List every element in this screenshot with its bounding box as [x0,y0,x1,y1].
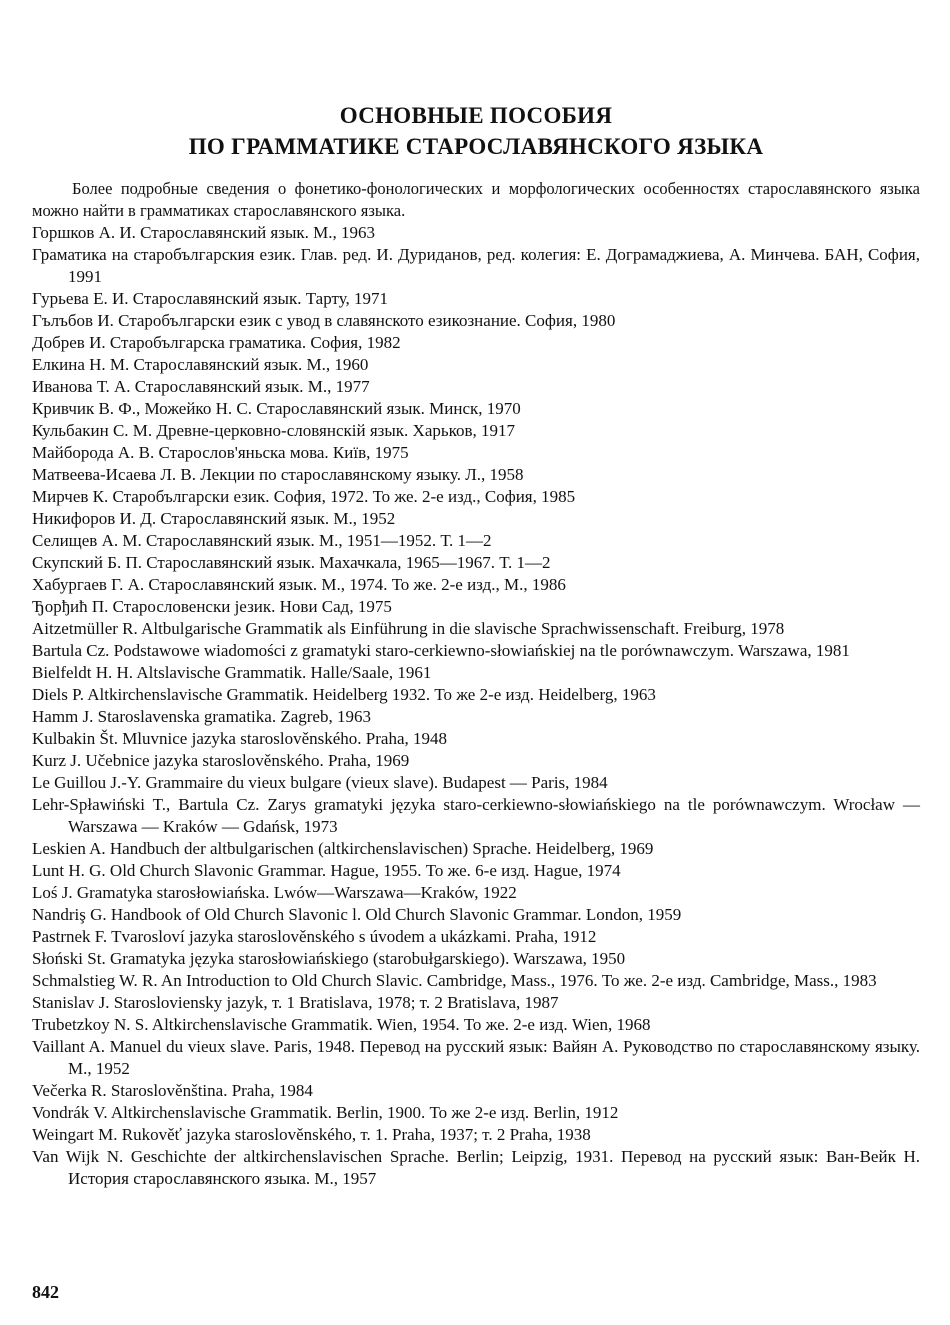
bibliography-entry: Večerka R. Staroslověnština. Praha, 1984 [32,1081,313,1100]
bibliography-entry: Weingart M. Rukověť jazyka staroslověnského, т. 1. Praha, 1937; т. 2 Praha, 1938 [32,1125,591,1144]
bibliography-entry: Иванова Т. А. Старославянский язык. М., 1977 [32,377,370,396]
bibliography-entry: Bielfeldt H. H. Altslavische Grammatik. Halle/Saale, 1961 [32,663,432,682]
bibliography-entry: Добрев И. Старобългарска граматика. София, 1982 [32,333,401,352]
bibliography-entry: Lehr-Spławiński T., Bartula Cz. Zarys gramatyki języka staro-cerkiewno-słowiańskiego na tle porównawczym. Wrocław — Warszawa — Kraków — Gdańsk, 1973 [32,795,920,836]
bibliography-entry: Słoński St. Gramatyka języka starosłowiańskiego (starobułgarskiego). Warszawa, 1950 [32,949,626,968]
page-number: 842 [32,1282,59,1302]
bibliography-entry: Vondrák V. Altkirchenslavische Grammatik. Berlin, 1900. То же 2-е изд. Berlin, 1912 [32,1103,619,1122]
bibliography-entry: Матвеева-Исаева Л. В. Лекции по старославянскому языку. Л., 1958 [32,465,524,484]
page-content [32,100,920,1190]
bibliography-entry: Van Wijk N. Geschichte der altkirchenslavischen Sprache. Berlin; Leipzig, 1931. Перевод на русский язык: Ван-Вейк Н. История старославянского языка. М., 1957 [32,1147,920,1188]
bibliography-entry: Хабургаев Г. А. Старославянский язык. М., 1974. То же. 2-е изд., М., 1986 [32,575,566,594]
title-line-2: ПО ГРАММАТИКЕ СТАРОСЛАВЯНСКОГО ЯЗЫКА [188,134,764,159]
bibliography-entry: Pastrnek F. Tvarosloví jazyka staroslověnského s úvodem a ukázkami. Praha, 1912 [32,927,597,946]
bibliography-entry: Гълъбов И. Старобългарски език с увод в славянското езикознание. София, 1980 [32,311,616,330]
bibliography-entry: Kulbakin Št. Mluvnice jazyka staroslověnského. Praha, 1948 [32,729,448,748]
bibliography-entry: Горшков А. И. Старославянский язык. М., 1963 [32,223,375,242]
bibliography-entry: Кривчик В. Ф., Можейко Н. С. Старославянский язык. Минск, 1970 [32,399,521,418]
bibliography-entry: Kurz J. Učebnice jazyka staroslověnského. Praha, 1969 [32,751,410,770]
bibliography-entry: Граматика на старобългарския език. Глав. ред. И. Дуриданов, ред. колегия: Е. Дограмаджиева, А. Минчева. БАН, София, 1991 [32,245,920,286]
bibliography-entry: Le Guillou J.-Y. Grammaire du vieux bulgare (vieux slave). Budapest — Paris, 1984 [32,773,608,792]
bibliography-entry: Ђорђић П. Старословенски језик. Нови Сад, 1975 [32,597,392,616]
bibliography-entry: Bartula Cz. Podstawowe wiadomości z gramatyki staro-cerkiewno-słowiańskiej na tle porównawczym. Warszawa, 1981 [32,641,850,660]
bibliography-entry: Stanislav J. Starosloviensky jazyk, т. 1 Bratislava, 1978; т. 2 Bratislava, 1987 [32,993,559,1012]
bibliography-entry: Скупский Б. П. Старославянский язык. Махачкала, 1965—1967. Т. 1—2 [32,553,551,572]
bibliography-entry: Мирчев К. Старобългарски език. София, 1972. То же. 2-е изд., София, 1985 [32,487,576,506]
bibliography-entry: Schmalstieg W. R. An Introduction to Old Church Slavic. Cambridge, Mass., 1976. То же. 2-е изд. Cambridge, Mass., 1983 [32,971,877,990]
bibliography-entry: Loś J. Gramatyka starosłowiańska. Lwów—Warszawa—Kraków, 1922 [32,883,517,902]
bibliography-entry: Никифоров И. Д. Старославянский язык. М., 1952 [32,509,396,528]
bibliography-list [32,222,920,1190]
bibliography-entry: Lunt H. G. Old Church Slavonic Grammar. Hague, 1955. То же. 6-е изд. Hague, 1974 [32,861,621,880]
bibliography-entry: Селищев А. М. Старославянский язык. М., 1951—1952. Т. 1—2 [32,531,492,550]
bibliography-entry: Майборода А. В. Старослов'яньска мова. Київ, 1975 [32,443,409,462]
title-line-1: ОСНОВНЫЕ ПОСОБИЯ [339,103,613,128]
bibliography-entry: Hamm J. Staroslavenska gramatika. Zagreb, 1963 [32,707,371,726]
page-title [32,100,920,162]
bibliography-entry: Кульбакин С. М. Древне-церковно-словянскiй язык. Харьков, 1917 [32,421,516,440]
bibliography-entry: Leskien A. Handbuch der altbulgarischen (altkirchenslavischen) Sprache. Heidelberg, 1969 [32,839,654,858]
bibliography-entry: Aitzetmüller R. Altbulgarische Grammatik als Einführung in die slavische Sprachwissenschaft. Freiburg, 1978 [32,619,785,638]
bibliography-entry: Гурьева Е. И. Старославянский язык. Тарту, 1971 [32,289,389,308]
bibliography-entry: Nandriş G. Handbook of Old Church Slavonic l. Old Church Slavonic Grammar. London, 1959 [32,905,682,924]
bibliography-entry: Diels P. Altkirchenslavische Grammatik. Heidelberg 1932. То же 2-е изд. Heidelberg, 1963 [32,685,656,704]
bibliography-entry: Vaillant A. Manuel du vieux slave. Paris, 1948. Перевод на русский язык: Вайян А. Руководство по старославянскому языку. М., 1952 [32,1037,920,1078]
bibliography-entry: Елкина Н. М. Старославянский язык. М., 1960 [32,355,369,374]
intro-paragraph: Более подробные сведения о фонетико-фонологических и морфологических особенностях старославянского языка можно найти в грамматиках старославянского языка. [32,179,920,220]
bibliography-entry: Trubetzkoy N. S. Altkirchenslavische Grammatik. Wien, 1954. То же. 2-е изд. Wien, 1968 [32,1015,651,1034]
